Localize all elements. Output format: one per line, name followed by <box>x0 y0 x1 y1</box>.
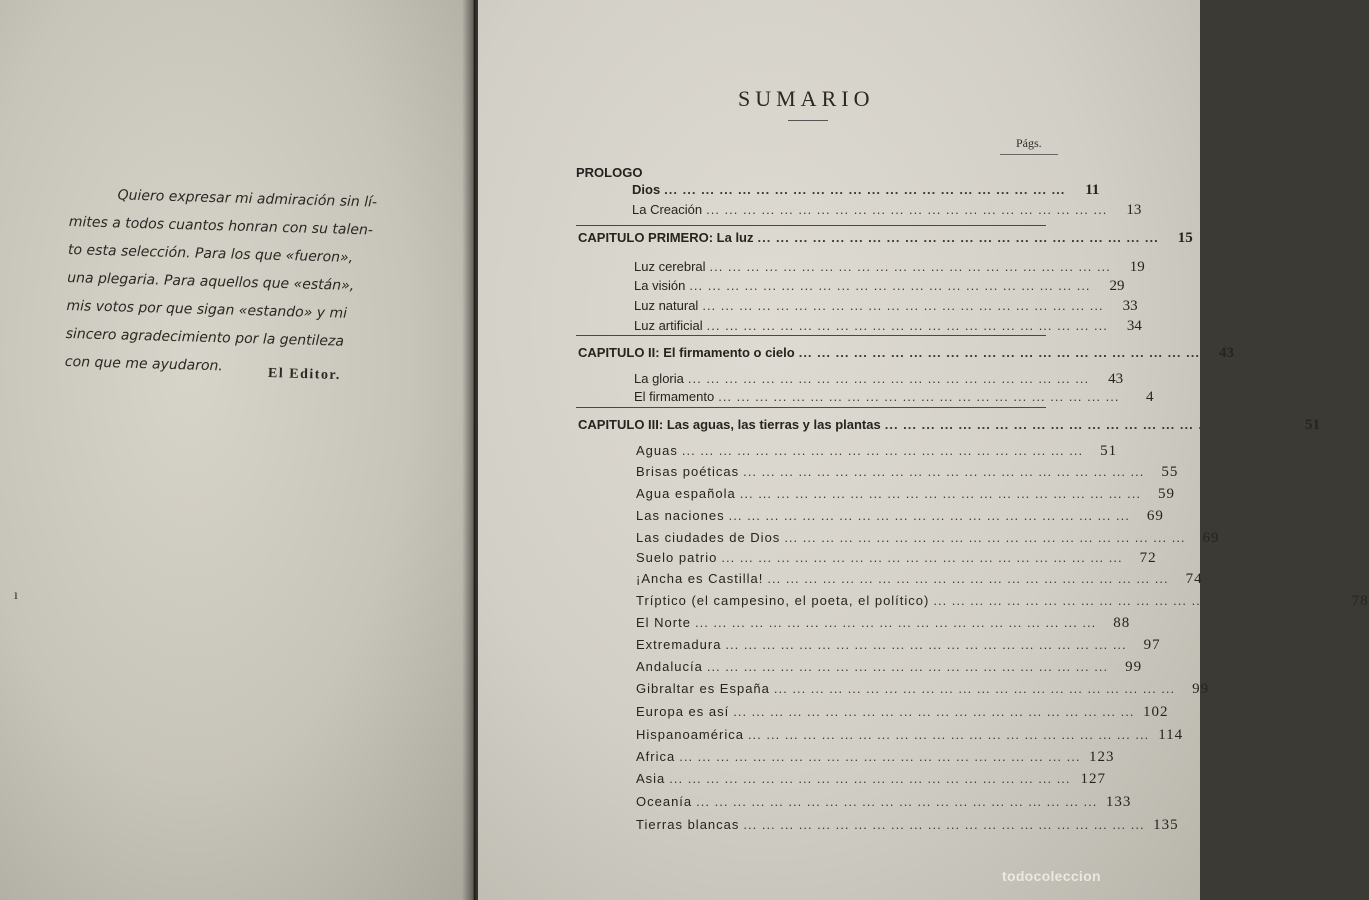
toc-entry <box>636 593 1369 610</box>
dot-leader: ... ... ... ... ... ... ... ... ... ... ... ... ... ... ... ... ... ... ... ... ... ... <box>706 202 1108 217</box>
toc-entry-title: Tierras blancas <box>636 817 740 832</box>
edge-mark: ı <box>14 588 18 603</box>
toc-entry-title: CAPITULO III: Las aguas, las tierras y las plantas <box>578 417 881 432</box>
toc-entry <box>636 615 1131 632</box>
dot-leader: ... ... ... ... ... ... ... ... ... ... ... ... ... ... ... ... ... ... ... ... ... ... <box>733 704 1135 719</box>
dot-leader: ... ... ... ... ... ... ... ... ... ... ... ... ... ... ... ... ... ... ... ... ... ... <box>687 371 1090 386</box>
toc-entry-title: El firmamento <box>634 389 715 404</box>
pages-column-label: Págs. <box>1016 136 1042 150</box>
dot-leader: ... ... ... ... ... ... ... ... ... ... ... ... ... ... ... ... ... ... ... ... ... ... <box>679 749 1081 764</box>
dedication-line: mites a todos cuantos honran con su talen- <box>68 213 374 239</box>
toc-entry <box>578 345 1234 362</box>
dot-leader: ... ... ... ... ... ... ... ... ... ... ... ... ... ... ... ... ... ... ... ... ... ... <box>757 230 1159 245</box>
dot-leader: ... ... ... ... ... ... ... ... ... ... ... ... ... ... ... ... ... ... ... ... ... ... <box>743 817 1145 832</box>
dot-leader: ... ... ... ... ... ... ... ... ... ... ... ... ... ... ... ... ... ... ... ... ... ... <box>773 681 1176 696</box>
toc-entry-page: 99 <box>1192 681 1210 697</box>
toc-entry <box>636 637 1161 654</box>
dot-leader: ... ... ... ... ... ... ... ... ... ... ... ... ... ... ... ... ... ... ... ... ... ... <box>747 727 1150 742</box>
dot-leader: ... ... ... ... ... ... ... ... ... ... ... ... ... ... ... ... ... ... ... ... ... ... <box>694 615 1097 630</box>
toc-entry <box>636 550 1157 567</box>
toc-entry-title: Luz cerebral <box>634 259 706 274</box>
dot-leader: ... ... ... ... ... ... ... ... ... ... ... ... ... ... ... ... ... ... ... ... ... ... <box>767 571 1169 586</box>
section-divider <box>576 335 1046 336</box>
dot-leader: ... ... ... ... ... ... ... ... ... ... ... ... ... ... ... ... ... ... ... ... ... ... <box>709 259 1111 274</box>
toc-entry-title: CAPITULO PRIMERO: La luz <box>578 230 754 245</box>
toc-entry <box>636 794 1132 811</box>
toc-entry <box>578 417 1320 434</box>
toc-entry-page: 4 <box>1145 389 1154 405</box>
toc-entry <box>578 230 1193 247</box>
toc-entry-page: 123 <box>1088 749 1115 765</box>
toc-entry-page: 33 <box>1122 298 1138 314</box>
dot-leader: ... ... ... ... ... ... ... ... ... ... ... ... ... ... ... ... ... ... ... ... ... ... <box>706 318 1108 333</box>
dot-leader: ... ... ... ... ... ... ... ... ... ... ... ... ... ... ... ... ... ... ... ... ... ... <box>706 659 1109 674</box>
editor-signature: El Editor. <box>267 365 342 384</box>
dot-leader: ... ... ... ... ... ... ... ... ... ... ... ... ... ... ... ... ... ... ... ... ... ... <box>884 417 1286 432</box>
toc-entry-page: 59 <box>1157 486 1175 502</box>
title-divider <box>788 120 828 121</box>
toc-entry <box>636 659 1143 676</box>
dot-leader: ... ... ... ... ... ... ... ... ... ... ... ... ... ... ... ... ... ... ... ... ... ... <box>725 637 1127 652</box>
dot-leader: ... ... ... ... ... ... ... ... ... ... ... ... ... ... ... ... ... ... ... ... ... ... <box>743 464 1145 479</box>
toc-entry-page: 34 <box>1126 318 1142 334</box>
toc-entry <box>636 464 1179 481</box>
toc-entry <box>636 771 1106 788</box>
watermark: todocoleccion <box>1002 868 1101 884</box>
toc-entry <box>636 817 1179 834</box>
toc-entry-title: Gibraltar es España <box>636 681 770 696</box>
toc-entry-title: CAPITULO II: El firmamento o cielo <box>578 345 795 360</box>
toc-entry-title: Hispanoamérica <box>636 727 744 742</box>
dot-leader: ... ... ... ... ... ... ... ... ... ... ... ... ... ... ... ... ... ... ... ... ... ... <box>739 486 1141 501</box>
toc-entry-title: ¡Ancha es Castilla! <box>636 571 764 586</box>
toc-entry-page: 102 <box>1142 704 1169 720</box>
toc-entry <box>632 202 1142 219</box>
toc-entry-title: Oceanía <box>636 794 693 809</box>
toc-entry <box>632 182 1100 199</box>
toc-entry <box>636 704 1169 721</box>
dot-leader: ... ... ... ... ... ... ... ... ... ... ... ... ... ... ... ... ... ... ... ... ... ... <box>798 345 1200 360</box>
pages-label-divider <box>1000 154 1058 155</box>
toc-entry <box>636 486 1175 503</box>
dedication-text <box>65 180 410 385</box>
dot-leader: ... ... ... ... ... ... ... ... ... ... ... ... ... ... ... ... ... ... ... ... ... ... <box>702 298 1104 313</box>
toc-entry-page: 72 <box>1139 550 1157 566</box>
toc-section-heading: PROLOGO <box>576 165 643 180</box>
toc-entry-title: Asia <box>636 771 666 786</box>
toc-entry-title: Brisas poéticas <box>636 464 740 479</box>
dot-leader: ... ... ... ... ... ... ... ... ... ... ... ... ... ... ... ... ... ... ... ... ... ... <box>696 794 1098 809</box>
dedication-line: con que me ayudaron. <box>64 353 224 375</box>
toc-entry-page: 51 <box>1304 417 1320 433</box>
toc-entry-page: 69 <box>1202 530 1220 546</box>
toc-entry-page: 29 <box>1109 278 1125 294</box>
toc-entry-title: Dios <box>632 182 661 197</box>
toc-entry-title: Andalucía <box>636 659 703 674</box>
toc-entry-title: Aguas <box>636 443 678 458</box>
toc-entry-page: 114 <box>1158 727 1184 743</box>
toc-entry-title: Extremadura <box>636 637 722 652</box>
toc-entry <box>634 259 1145 276</box>
toc-entry-title: La gloria <box>634 371 684 386</box>
toc-entry-page: 74 <box>1185 571 1203 587</box>
dot-leader: ... ... ... ... ... ... ... ... ... ... ... ... ... ... ... ... ... ... ... ... ... ... <box>681 443 1084 458</box>
toc-entry <box>634 371 1124 388</box>
dedication-line: una plegaria. Para aquellos que «están», <box>67 269 355 294</box>
toc-title: SUMARIO <box>738 86 875 111</box>
dot-leader: ... ... ... ... ... ... ... ... ... ... ... ... ... ... ... ... ... ... ... ... ... ... <box>933 593 1335 608</box>
toc-entry <box>636 571 1203 588</box>
dot-leader: ... ... ... ... ... ... ... ... ... ... ... ... ... ... ... ... ... ... ... ... ... ... <box>784 530 1186 545</box>
dedication-line: to esta selección. Para los que «fueron», <box>67 241 354 266</box>
dot-leader: ... ... ... ... ... ... ... ... ... ... ... ... ... ... ... ... ... ... ... ... ... ... <box>718 389 1120 404</box>
toc-entry-page: 13 <box>1126 202 1142 218</box>
toc-entry <box>636 749 1115 766</box>
toc-entry-title: El Norte <box>636 615 691 630</box>
toc-entry-page: 127 <box>1080 771 1106 787</box>
toc-entry-page: 78 <box>1351 593 1369 609</box>
toc-entry-page: 133 <box>1105 794 1132 810</box>
toc-entry-page: 43 <box>1108 371 1124 387</box>
toc-entry-page: 43 <box>1218 345 1234 361</box>
toc-entry-title: Agua española <box>636 486 736 501</box>
toc-entry <box>634 298 1138 315</box>
toc-entry-page: 97 <box>1143 637 1161 653</box>
toc-entry-title: Luz natural <box>634 298 699 313</box>
toc-entry <box>636 530 1220 547</box>
toc-entry-title: La visión <box>634 278 686 293</box>
toc-entry-title: Suelo patrio <box>636 550 718 565</box>
dot-leader: ... ... ... ... ... ... ... ... ... ... ... ... ... ... ... ... ... ... ... ... ... ... <box>689 278 1091 293</box>
toc-entry-title: Tríptico (el campesino, el poeta, el político) <box>636 593 930 608</box>
toc-entry-title: Europa es así <box>636 704 730 719</box>
toc-entry-page: 19 <box>1129 259 1145 275</box>
dot-leader: ... ... ... ... ... ... ... ... ... ... ... ... ... ... ... ... ... ... ... ... ... ... <box>728 508 1130 523</box>
toc-entry-page: 135 <box>1153 817 1179 833</box>
section-divider <box>576 225 1046 226</box>
toc-entry-page: 99 <box>1125 659 1143 675</box>
section-divider <box>576 407 1046 408</box>
toc-entry <box>636 681 1210 698</box>
dedication-line: Quiero expresar mi admiración sin lí- <box>117 187 378 211</box>
dedication-line: sincero agradecimiento por la gentileza <box>65 325 345 350</box>
toc-entry <box>634 318 1142 335</box>
toc-entry-title: Las naciones <box>636 508 725 523</box>
dot-leader: ... ... ... ... ... ... ... ... ... ... ... ... ... ... ... ... ... ... ... ... ... ... <box>721 550 1123 565</box>
toc-entry-title: Africa <box>636 749 676 764</box>
toc-entry-title: Las ciudades de Dios <box>636 530 781 545</box>
toc-entry <box>634 278 1125 295</box>
toc-entry <box>636 727 1184 744</box>
toc-entry-page: 15 <box>1177 230 1193 246</box>
toc-entry-title: La Creación <box>632 202 703 217</box>
dot-leader: ... ... ... ... ... ... ... ... ... ... ... ... ... ... ... ... ... ... ... ... ... ... <box>669 771 1071 786</box>
toc-entry <box>636 508 1164 525</box>
dedication-line: mis votos por que sigan «estando» y mi <box>66 297 348 322</box>
toc-entry-title: Luz artificial <box>634 318 703 333</box>
toc-entry <box>636 443 1118 460</box>
toc-entry-page: 69 <box>1146 508 1164 524</box>
toc-entry <box>634 389 1154 406</box>
left-page <box>0 0 474 900</box>
dot-leader: ... ... ... ... ... ... ... ... ... ... ... ... ... ... ... ... ... ... ... ... ... ... <box>664 182 1066 197</box>
toc-entry-page: 51 <box>1100 443 1118 459</box>
toc-entry-page: 55 <box>1161 464 1179 480</box>
toc-entry-page: 88 <box>1113 615 1131 631</box>
toc-entry-page: 11 <box>1085 182 1100 198</box>
